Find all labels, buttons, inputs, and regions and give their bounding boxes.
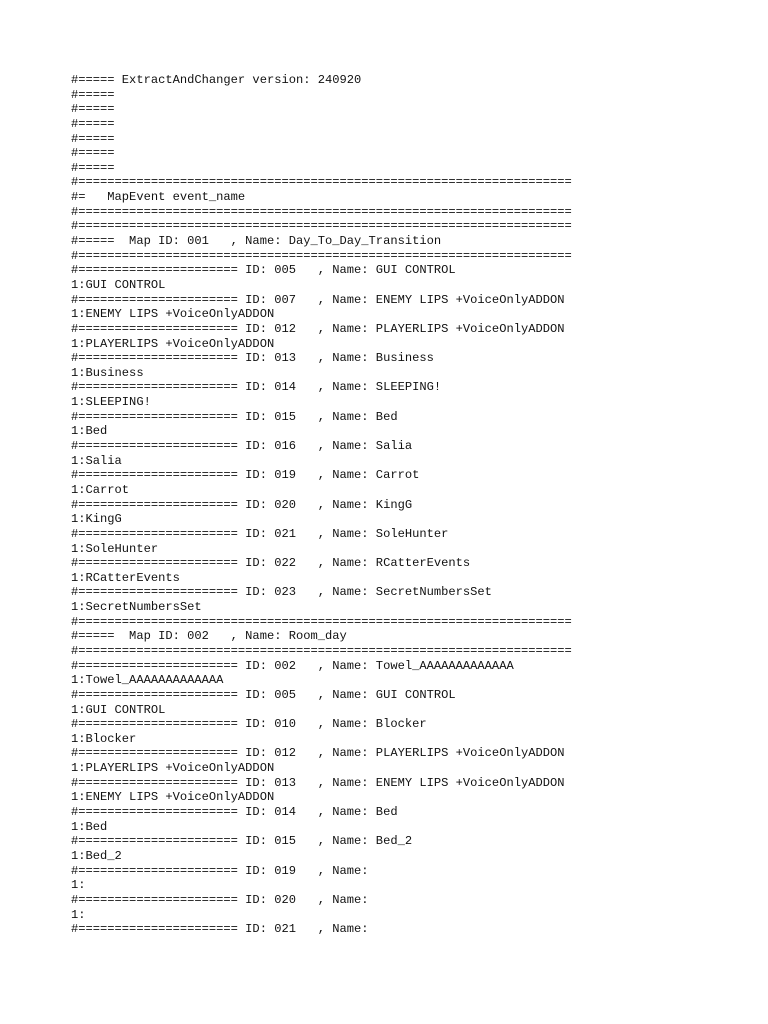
text-line: 1:Business xyxy=(71,365,144,380)
text-line: 1:Salia xyxy=(71,453,122,468)
text-line: #====================== ID: 021 , Name: xyxy=(71,922,369,937)
text-line: #====================== ID: 021 , Name: SoleHunter xyxy=(71,526,449,541)
text-line: #====================== ID: 007 , Name: ENEMY LIPS +VoiceOnlyADDON xyxy=(71,292,565,307)
text-line: #====================== ID: 015 , Name: Bed_2 xyxy=(71,834,413,849)
text-line: 1:KingG xyxy=(71,512,122,527)
text-line: #====================== ID: 015 , Name: Bed xyxy=(71,409,398,424)
text-line: #====================== ID: 012 , Name: PLAYERLIPS +VoiceOnlyADDON xyxy=(71,746,565,761)
text-line: 1:Carrot xyxy=(71,482,130,497)
text-line: #==================================================================== xyxy=(71,643,572,658)
text-line: #===== ExtractAndChanger version: 240920 xyxy=(71,73,362,87)
text-line: #===== xyxy=(71,116,115,131)
text-line: 1:GUI CONTROL xyxy=(71,277,166,292)
text-line: #===== xyxy=(71,102,115,117)
text-line: 1: xyxy=(71,878,86,893)
text-line: #===== Map ID: 001 , Name: Day_To_Day_Transition xyxy=(71,234,442,249)
text-line: #====================== ID: 023 , Name: SecretNumbersSet xyxy=(71,585,492,600)
text-line: #==================================================================== xyxy=(71,204,572,219)
text-line: #====================== ID: 002 , Name: Towel_AAAAAAAAAAAAA xyxy=(71,658,514,673)
text-line: 1:GUI CONTROL xyxy=(71,702,166,717)
text-line: #====================== ID: 014 , Name: SLEEPING! xyxy=(71,380,442,395)
text-line: #==================================================================== xyxy=(71,614,572,629)
text-line: #====================== ID: 012 , Name: PLAYERLIPS +VoiceOnlyADDON xyxy=(71,321,565,336)
text-line: 1:Bed_2 xyxy=(71,848,122,863)
text-line: #====================== ID: 020 , Name: KingG xyxy=(71,497,413,512)
text-line: 1:ENEMY LIPS +VoiceOnlyADDON xyxy=(71,790,275,805)
text-line: #====================== ID: 020 , Name: xyxy=(71,892,369,907)
text-line: #===== xyxy=(71,87,115,102)
text-line: #===== xyxy=(71,160,115,175)
text-line: #====================== ID: 019 , Name: xyxy=(71,863,369,878)
text-line: #====================== ID: 014 , Name: Bed xyxy=(71,805,398,820)
text-line: #= MapEvent event_name xyxy=(71,190,246,205)
text-line: #====================== ID: 022 , Name: RCatterEvents xyxy=(71,556,471,571)
text-line: #====================== ID: 013 , Name: Business xyxy=(71,351,434,366)
text-line: 1:Towel_AAAAAAAAAAAAA xyxy=(71,673,224,688)
text-line: 1: xyxy=(71,907,86,922)
text-line: #====================== ID: 016 , Name: Salia xyxy=(71,439,413,454)
text-line: 1:SoleHunter xyxy=(71,541,159,556)
text-line: #====================== ID: 005 , Name: GUI CONTROL xyxy=(71,687,456,702)
text-line: #==================================================================== xyxy=(71,175,572,190)
text-line: 1:RCatterEvents xyxy=(71,570,180,585)
text-line: 1:Bed xyxy=(71,424,108,439)
text-line: #====================== ID: 005 , Name: GUI CONTROL xyxy=(71,263,456,278)
text-line: 1:PLAYERLIPS +VoiceOnlyADDON xyxy=(71,761,275,776)
text-line: #===== xyxy=(71,131,115,146)
text-line: #===== Map ID: 002 , Name: Room_day xyxy=(71,629,347,644)
text-line: 1:SLEEPING! xyxy=(71,395,151,410)
text-line: #==================================================================== xyxy=(71,219,572,234)
text-line: #==================================================================== xyxy=(71,248,572,263)
text-lines-container xyxy=(71,73,761,937)
text-line: #====================== ID: 013 , Name: ENEMY LIPS +VoiceOnlyADDON xyxy=(71,775,565,790)
text-line: 1:SecretNumbersSet xyxy=(71,600,202,615)
text-line: 1:PLAYERLIPS +VoiceOnlyADDON xyxy=(71,336,275,351)
text-line: 1:ENEMY LIPS +VoiceOnlyADDON xyxy=(71,307,275,322)
text-line: #====================== ID: 019 , Name: Carrot xyxy=(71,468,420,483)
text-line: 1:Bed xyxy=(71,819,108,834)
text-document-page xyxy=(71,73,761,937)
text-line: #====================== ID: 010 , Name: Blocker xyxy=(71,717,427,732)
text-line: #===== xyxy=(71,146,115,161)
text-line: 1:Blocker xyxy=(71,731,137,746)
